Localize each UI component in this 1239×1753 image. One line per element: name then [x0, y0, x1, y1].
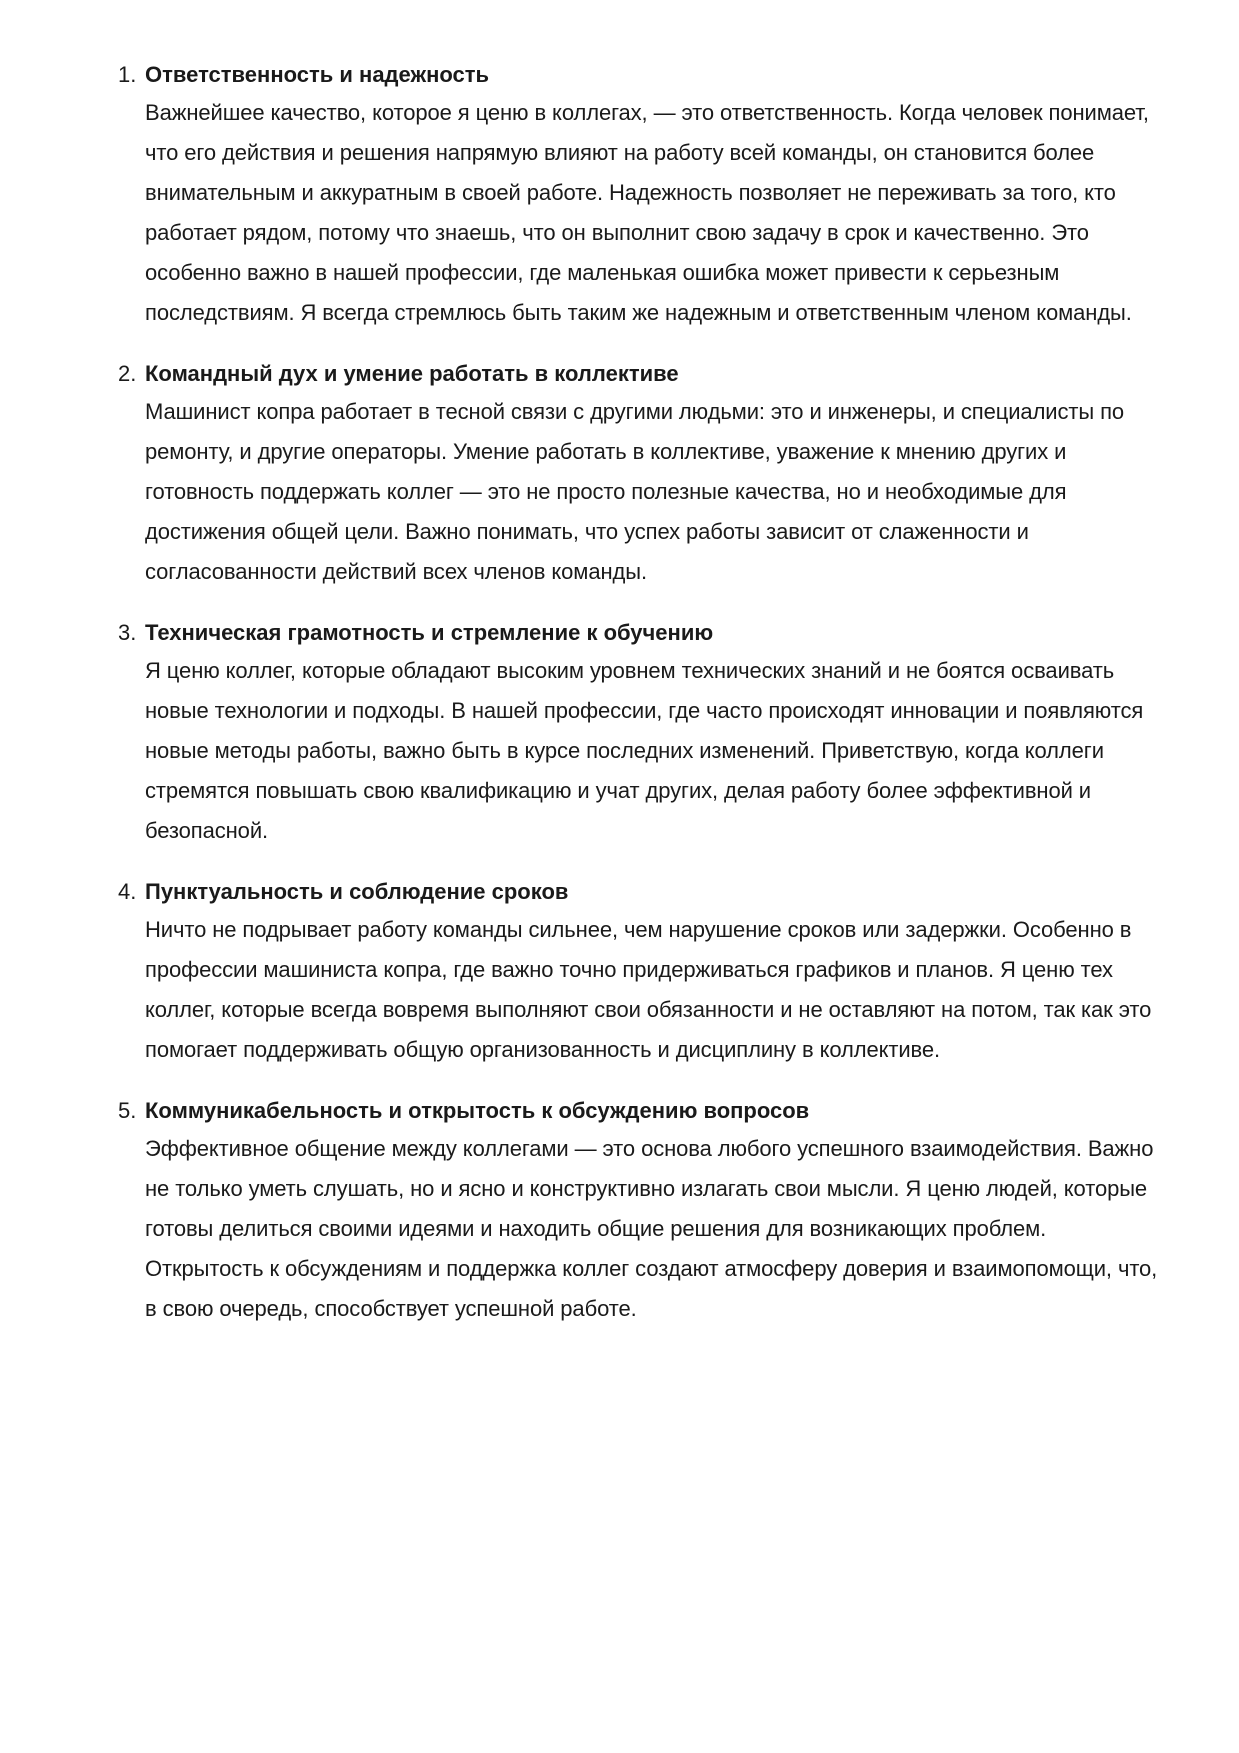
numbered-list	[0, 56, 1158, 1329]
item-paragraph: Важнейшее качество, которое я ценю в коллегах, — это ответственность. Когда человек понимает, что его действия и решения напрямую влияют на работу всей команды, он становится более внимательным и аккуратным в своей работе. Надежность позволяет не переживать за того, кто работает рядом, потому что знаешь, что он выполнит свою задачу в срок и качественно. Это особенно важно в нашей профессии, где маленькая ошибка может привести к серьезным последствиям. Я всегда стремлюсь быть таким же надежным и ответственным членом команды.	[145, 100, 1149, 325]
list-item	[118, 1092, 1158, 1329]
item-heading: Командный дух и умение работать в коллективе	[145, 361, 679, 386]
item-heading: Пунктуальность и соблюдение сроков	[145, 879, 569, 904]
list-item	[118, 355, 1158, 592]
item-paragraph: Ничто не подрывает работу команды сильнее, чем нарушение сроков или задержки. Особенно в профессии машиниста копра, где важно точно придерживаться графиков и планов. Я ценю тех коллег, которые всегда вовремя выполняют свои обязанности и не оставляют на потом, так как это помогает поддерживать общую организованность и дисциплину в коллективе.	[145, 917, 1152, 1062]
document-page	[0, 56, 1239, 1351]
list-item	[118, 614, 1158, 851]
item-heading: Ответственность и надежность	[145, 62, 490, 87]
item-number: 1.	[118, 62, 137, 87]
item-number: 2.	[118, 361, 137, 386]
item-number: 5.	[118, 1098, 137, 1123]
item-number: 3.	[118, 620, 137, 645]
list-item	[118, 873, 1158, 1070]
item-number: 4.	[118, 879, 137, 904]
item-paragraph: Эффективное общение между коллегами — это основа любого успешного взаимодействия. Важно не только уметь слушать, но и ясно и конструктивно излагать свои мысли. Я ценю людей, которые готовы делиться своими идеями и находить общие решения для возникающих проблем. Открытость к обсуждениям и поддержка коллег создают атмосферу доверия и взаимопомощи, что, в свою очередь, способствует успешной работе.	[145, 1136, 1158, 1321]
item-paragraph: Я ценю коллег, которые обладают высоким уровнем технических знаний и не боятся осваивать новые технологии и подходы. В нашей профессии, где часто происходят инновации и появляются новые методы работы, важно быть в курсе последних изменений. Приветствую, когда коллеги стремятся повышать свою квалификацию и учат других, делая работу более эффективной и безопасной.	[145, 658, 1144, 843]
item-heading: Техническая грамотность и стремление к обучению	[145, 620, 714, 645]
item-paragraph: Машинист копра работает в тесной связи с другими людьми: это и инженеры, и специалисты по ремонту, и другие операторы. Умение работать в коллективе, уважение к мнению других и готовность поддержать коллег — это не просто полезные качества, но и необходимые для достижения общей цели. Важно понимать, что успех работы зависит от слаженности и согласованности действий всех членов команды.	[145, 399, 1125, 584]
item-heading: Коммуникабельность и открытость к обсуждению вопросов	[145, 1098, 810, 1123]
list-item	[118, 56, 1158, 333]
